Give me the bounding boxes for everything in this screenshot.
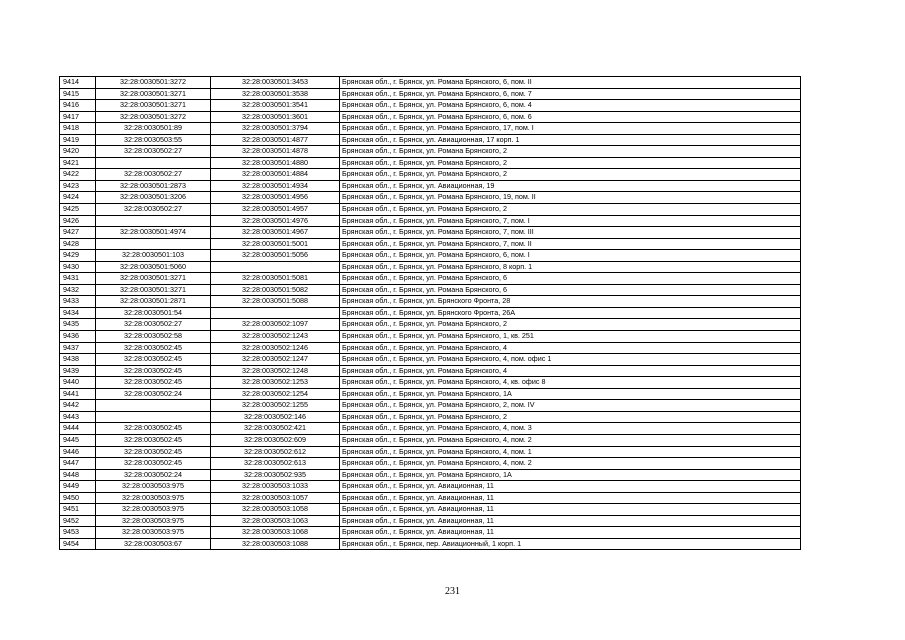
land-cadastral-number-cell: 32:28:0030503:975 [96,515,211,527]
row-number-cell: 9443 [60,411,96,423]
object-cadastral-number-cell: 32:28:0030502:612 [211,446,340,458]
table-row [60,192,801,204]
land-cadastral-number-cell: 32:28:0030503:975 [96,527,211,539]
table-row [60,307,801,319]
object-cadastral-number-cell: 32:28:0030502:1097 [211,319,340,331]
address-cell: Брянская обл., г. Брянск, ул. Романа Брянского, 6, пом. 4 [340,100,801,112]
row-number-cell: 9447 [60,458,96,470]
address-cell: Брянская обл., г. Брянск, ул. Романа Брянского, 19, пом. II [340,192,801,204]
row-number-cell: 9435 [60,319,96,331]
row-number-cell: 9422 [60,169,96,181]
object-cadastral-number-cell: 32:28:0030502:1254 [211,388,340,400]
address-cell: Брянская обл., г. Брянск, ул. Романа Брянского, 1А [340,469,801,481]
row-number-cell: 9417 [60,111,96,123]
land-cadastral-number-cell [96,411,211,423]
address-cell: Брянская обл., г. Брянск, ул. Романа Брянского, 4 [340,342,801,354]
address-cell: Брянская обл., г. Брянск, ул. Романа Брянского, 2 [340,319,801,331]
object-cadastral-number-cell: 32:28:0030503:1088 [211,538,340,550]
address-cell: Брянская обл., г. Брянск, ул. Авиационная, 11 [340,515,801,527]
address-cell: Брянская обл., г. Брянск, ул. Романа Брянского, 6, пом. II [340,77,801,89]
object-cadastral-number-cell: 32:28:0030501:5001 [211,238,340,250]
address-cell: Брянская обл., г. Брянск, ул. Брянского Фронта, 28 [340,296,801,308]
row-number-cell: 9426 [60,215,96,227]
address-cell: Брянская обл., г. Брянск, ул. Романа Брянского, 4, пом. 3 [340,423,801,435]
table-row [60,146,801,158]
table-row [60,157,801,169]
object-cadastral-number-cell: 32:28:0030503:1058 [211,504,340,516]
address-cell: Брянская обл., г. Брянск, ул. Романа Брянского, 1, кв. 251 [340,331,801,343]
address-cell: Брянская обл., г. Брянск, ул. Брянского Фронта, 26А [340,307,801,319]
row-number-cell: 9439 [60,365,96,377]
row-number-cell: 9414 [60,77,96,89]
object-cadastral-number-cell: 32:28:0030502:935 [211,469,340,481]
land-cadastral-number-cell: 32:28:0030502:24 [96,388,211,400]
object-cadastral-number-cell: 32:28:0030502:1246 [211,342,340,354]
land-cadastral-number-cell: 32:28:0030501:3271 [96,88,211,100]
land-cadastral-number-cell: 32:28:0030503:975 [96,481,211,493]
address-cell: Брянская обл., г. Брянск, ул. Авиационная, 11 [340,527,801,539]
object-cadastral-number-cell: 32:28:0030502:1243 [211,331,340,343]
table-row [60,238,801,250]
address-cell: Брянская обл., г. Брянск, ул. Романа Брянского, 6, пом. 7 [340,88,801,100]
land-cadastral-number-cell: 32:28:0030501:2871 [96,296,211,308]
table-row [60,100,801,112]
land-cadastral-number-cell: 32:28:0030501:103 [96,250,211,262]
table-row [60,169,801,181]
row-number-cell: 9436 [60,331,96,343]
object-cadastral-number-cell: 32:28:0030503:1068 [211,527,340,539]
row-number-cell: 9454 [60,538,96,550]
address-cell: Брянская обл., г. Брянск, ул. Романа Брянского, 1А [340,388,801,400]
row-number-cell: 9449 [60,481,96,493]
table-row [60,123,801,135]
table-row [60,365,801,377]
object-cadastral-number-cell: 32:28:0030501:4877 [211,134,340,146]
table-row [60,469,801,481]
land-cadastral-number-cell: 32:28:0030501:54 [96,307,211,319]
object-cadastral-number-cell: 32:28:0030501:4884 [211,169,340,181]
object-cadastral-number-cell: 32:28:0030501:4878 [211,146,340,158]
object-cadastral-number-cell: 32:28:0030501:3794 [211,123,340,135]
land-cadastral-number-cell: 32:28:0030501:3272 [96,111,211,123]
row-number-cell: 9430 [60,261,96,273]
row-number-cell: 9450 [60,492,96,504]
object-cadastral-number-cell: 32:28:0030501:5081 [211,273,340,285]
object-cadastral-number-cell: 32:28:0030502:1248 [211,365,340,377]
land-cadastral-number-cell: 32:28:0030501:4974 [96,227,211,239]
address-cell: Брянская обл., г. Брянск, ул. Авиационная, 11 [340,504,801,516]
address-cell: Брянская обл., г. Брянск, ул. Романа Брянского, 6, пом. I [340,250,801,262]
object-cadastral-number-cell: 32:28:0030501:4967 [211,227,340,239]
land-cadastral-number-cell [96,238,211,250]
address-cell: Брянская обл., г. Брянск, ул. Романа Брянского, 4, пом. 1 [340,446,801,458]
object-cadastral-number-cell: 32:28:0030501:5088 [211,296,340,308]
address-cell: Брянская обл., г. Брянск, ул. Романа Брянского, 17, пом. I [340,123,801,135]
land-cadastral-number-cell: 32:28:0030502:58 [96,331,211,343]
table-row [60,458,801,470]
table-row [60,527,801,539]
land-cadastral-number-cell: 32:28:0030503:975 [96,504,211,516]
table-row [60,388,801,400]
land-cadastral-number-cell [96,400,211,412]
row-number-cell: 9425 [60,204,96,216]
object-cadastral-number-cell: 32:28:0030501:4880 [211,157,340,169]
table-row [60,88,801,100]
row-number-cell: 9418 [60,123,96,135]
row-number-cell: 9427 [60,227,96,239]
object-cadastral-number-cell: 32:28:0030501:3601 [211,111,340,123]
object-cadastral-number-cell [211,307,340,319]
land-cadastral-number-cell: 32:28:0030501:3271 [96,273,211,285]
row-number-cell: 9452 [60,515,96,527]
address-cell: Брянская обл., г. Брянск, ул. Романа Брянского, 2, пом. IV [340,400,801,412]
table-row [60,296,801,308]
land-cadastral-number-cell: 32:28:0030502:45 [96,377,211,389]
object-cadastral-number-cell: 32:28:0030501:4956 [211,192,340,204]
address-cell: Брянская обл., г. Брянск, ул. Романа Брянского, 4, кв. офис 8 [340,377,801,389]
object-cadastral-number-cell: 32:28:0030503:1063 [211,515,340,527]
land-cadastral-number-cell: 32:28:0030502:45 [96,423,211,435]
table-row [60,261,801,273]
address-cell: Брянская обл., г. Брянск, ул. Романа Брянского, 2 [340,204,801,216]
row-number-cell: 9434 [60,307,96,319]
table-row [60,354,801,366]
table-row [60,227,801,239]
object-cadastral-number-cell: 32:28:0030501:4976 [211,215,340,227]
page-number: 231 [445,586,460,597]
address-cell: Брянская обл., г. Брянск, ул. Романа Брянского, 7, пом. I [340,215,801,227]
table-row [60,515,801,527]
address-cell: Брянская обл., г. Брянск, ул. Авиационная, 19 [340,180,801,192]
land-cadastral-number-cell: 32:28:0030503:67 [96,538,211,550]
object-cadastral-number-cell: 32:28:0030502:613 [211,458,340,470]
land-cadastral-number-cell: 32:28:0030502:45 [96,354,211,366]
land-cadastral-number-cell [96,215,211,227]
table-row [60,504,801,516]
land-cadastral-number-cell: 32:28:0030502:27 [96,319,211,331]
address-cell: Брянская обл., г. Брянск, ул. Романа Брянского, 7, пом. II [340,238,801,250]
table-row [60,400,801,412]
land-cadastral-number-cell: 32:28:0030503:975 [96,492,211,504]
table-row [60,342,801,354]
land-cadastral-number-cell: 32:28:0030501:3271 [96,100,211,112]
row-number-cell: 9420 [60,146,96,158]
table-row [60,423,801,435]
table-row [60,204,801,216]
land-cadastral-number-cell: 32:28:0030501:3206 [96,192,211,204]
object-cadastral-number-cell: 32:28:0030501:4957 [211,204,340,216]
cadastral-table [59,76,801,550]
land-cadastral-number-cell [96,157,211,169]
address-cell: Брянская обл., г. Брянск, ул. Романа Брянского, 4, пом. 2 [340,458,801,470]
row-number-cell: 9453 [60,527,96,539]
land-cadastral-number-cell: 32:28:0030501:5060 [96,261,211,273]
row-number-cell: 9429 [60,250,96,262]
land-cadastral-number-cell: 32:28:0030502:27 [96,204,211,216]
object-cadastral-number-cell: 32:28:0030501:5056 [211,250,340,262]
table-row [60,434,801,446]
row-number-cell: 9444 [60,423,96,435]
object-cadastral-number-cell [211,261,340,273]
table-row [60,481,801,493]
row-number-cell: 9438 [60,354,96,366]
row-number-cell: 9419 [60,134,96,146]
land-cadastral-number-cell: 32:28:0030502:45 [96,365,211,377]
object-cadastral-number-cell: 32:28:0030501:3541 [211,100,340,112]
row-number-cell: 9445 [60,434,96,446]
table-body [60,77,801,550]
object-cadastral-number-cell: 32:28:0030503:1033 [211,481,340,493]
object-cadastral-number-cell: 32:28:0030501:3453 [211,77,340,89]
object-cadastral-number-cell: 32:28:0030502:421 [211,423,340,435]
row-number-cell: 9442 [60,400,96,412]
land-cadastral-number-cell: 32:28:0030502:45 [96,434,211,446]
address-cell: Брянская обл., г. Брянск, пер. Авиационный, 1 корп. 1 [340,538,801,550]
address-cell: Брянская обл., г. Брянск, ул. Романа Брянского, 7, пом. III [340,227,801,239]
table-row [60,111,801,123]
object-cadastral-number-cell: 32:28:0030501:5082 [211,284,340,296]
row-number-cell: 9415 [60,88,96,100]
table-row [60,284,801,296]
address-cell: Брянская обл., г. Брянск, ул. Авиационная, 11 [340,492,801,504]
row-number-cell: 9428 [60,238,96,250]
land-cadastral-number-cell: 32:28:0030502:45 [96,342,211,354]
table-row [60,538,801,550]
table-row [60,180,801,192]
row-number-cell: 9416 [60,100,96,112]
land-cadastral-number-cell: 32:28:0030502:45 [96,458,211,470]
table-row [60,492,801,504]
address-cell: Брянская обл., г. Брянск, ул. Романа Брянского, 6 [340,284,801,296]
table-row [60,319,801,331]
row-number-cell: 9431 [60,273,96,285]
object-cadastral-number-cell: 32:28:0030502:1253 [211,377,340,389]
land-cadastral-number-cell: 32:28:0030502:27 [96,169,211,181]
land-cadastral-number-cell: 32:28:0030501:3272 [96,77,211,89]
row-number-cell: 9432 [60,284,96,296]
row-number-cell: 9421 [60,157,96,169]
row-number-cell: 9424 [60,192,96,204]
address-cell: Брянская обл., г. Брянск, ул. Романа Брянского, 2 [340,411,801,423]
address-cell: Брянская обл., г. Брянск, ул. Романа Брянского, 2 [340,169,801,181]
row-number-cell: 9440 [60,377,96,389]
land-cadastral-number-cell: 32:28:0030501:89 [96,123,211,135]
land-cadastral-number-cell: 32:28:0030502:45 [96,446,211,458]
row-number-cell: 9451 [60,504,96,516]
land-cadastral-number-cell: 32:28:0030501:2873 [96,180,211,192]
address-cell: Брянская обл., г. Брянск, ул. Романа Брянского, 4 [340,365,801,377]
table-row [60,331,801,343]
object-cadastral-number-cell: 32:28:0030502:609 [211,434,340,446]
address-cell: Брянская обл., г. Брянск, ул. Романа Брянского, 4, пом. офис 1 [340,354,801,366]
address-cell: Брянская обл., г. Брянск, ул. Романа Брянского, 4, пом. 2 [340,434,801,446]
table-row [60,215,801,227]
address-cell: Брянская обл., г. Брянск, ул. Романа Брянского, 2 [340,146,801,158]
address-cell: Брянская обл., г. Брянск, ул. Романа Брянского, 2 [340,157,801,169]
object-cadastral-number-cell: 32:28:0030501:3538 [211,88,340,100]
row-number-cell: 9423 [60,180,96,192]
table-row [60,273,801,285]
address-cell: Брянская обл., г. Брянск, ул. Романа Брянского, 8 корп. 1 [340,261,801,273]
row-number-cell: 9433 [60,296,96,308]
address-cell: Брянская обл., г. Брянск, ул. Авиационная, 17 корп. 1 [340,134,801,146]
object-cadastral-number-cell: 32:28:0030501:4934 [211,180,340,192]
row-number-cell: 9441 [60,388,96,400]
address-cell: Брянская обл., г. Брянск, ул. Романа Брянского, 6 [340,273,801,285]
row-number-cell: 9446 [60,446,96,458]
object-cadastral-number-cell: 32:28:0030502:1247 [211,354,340,366]
land-cadastral-number-cell: 32:28:0030502:27 [96,146,211,158]
table-row [60,411,801,423]
address-cell: Брянская обл., г. Брянск, ул. Авиационная, 11 [340,481,801,493]
table-row [60,377,801,389]
address-cell: Брянская обл., г. Брянск, ул. Романа Брянского, 6, пом. 6 [340,111,801,123]
table-row [60,134,801,146]
object-cadastral-number-cell: 32:28:0030502:146 [211,411,340,423]
object-cadastral-number-cell: 32:28:0030502:1255 [211,400,340,412]
row-number-cell: 9437 [60,342,96,354]
row-number-cell: 9448 [60,469,96,481]
object-cadastral-number-cell: 32:28:0030503:1057 [211,492,340,504]
table-row [60,77,801,89]
land-cadastral-number-cell: 32:28:0030502:24 [96,469,211,481]
table-row [60,446,801,458]
table-row [60,250,801,262]
land-cadastral-number-cell: 32:28:0030503:55 [96,134,211,146]
land-cadastral-number-cell: 32:28:0030501:3271 [96,284,211,296]
